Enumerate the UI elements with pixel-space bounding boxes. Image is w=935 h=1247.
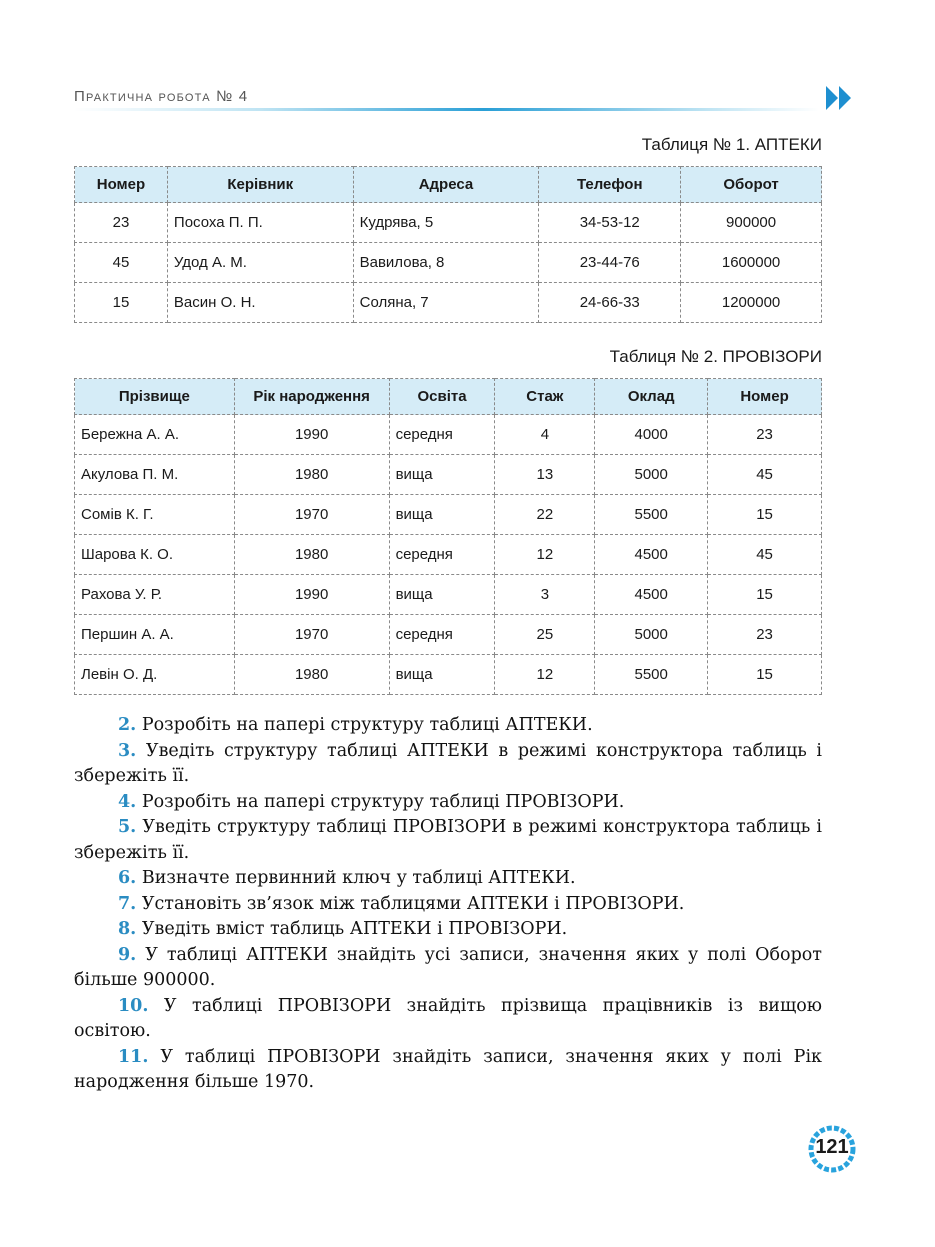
table-cell: вища <box>389 575 495 615</box>
column-header: Прізвище <box>75 379 235 415</box>
table-row <box>75 455 822 495</box>
column-header: Освіта <box>389 379 495 415</box>
task-text: Установіть зв’язок між таблицями АПТЕКИ і ПРОВІЗОРИ. <box>141 893 685 914</box>
table-row <box>75 415 822 455</box>
table-cell: 22 <box>495 495 595 535</box>
column-header: Номер <box>75 167 168 203</box>
task-item <box>74 917 822 943</box>
task-text: Розробіть на папері структуру таблиці ПРОВІЗОРИ. <box>141 791 625 812</box>
table-cell: 1980 <box>234 655 389 695</box>
task-number: 2. <box>118 715 137 735</box>
column-header: Оборот <box>681 167 822 203</box>
table-cell: 23 <box>708 415 822 455</box>
table-cell: 12 <box>495 655 595 695</box>
table2-caption: Таблиця № 2. ПРОВІЗОРИ <box>609 347 822 366</box>
task-item <box>74 713 822 739</box>
table-cell: 5000 <box>595 455 708 495</box>
table-row <box>75 655 822 695</box>
table-cell: 1600000 <box>681 243 822 283</box>
table-cell: 1200000 <box>681 283 822 323</box>
task-item <box>74 994 822 1045</box>
task-item <box>74 892 822 918</box>
column-header: Телефон <box>539 167 681 203</box>
table-cell: середня <box>389 535 495 575</box>
table-row <box>75 575 822 615</box>
table-cell: 1970 <box>234 495 389 535</box>
table-row <box>75 495 822 535</box>
table-cell: Шарова К. О. <box>75 535 235 575</box>
table-cell: вища <box>389 495 495 535</box>
table-cell: 1980 <box>234 455 389 495</box>
table-row <box>75 535 822 575</box>
column-header: Оклад <box>595 379 708 415</box>
table-row <box>75 243 822 283</box>
table-header-row <box>75 167 822 203</box>
table-cell: 12 <box>495 535 595 575</box>
table-cell: середня <box>389 615 495 655</box>
table-cell: вища <box>389 655 495 695</box>
table-cell: 4500 <box>595 535 708 575</box>
column-header: Стаж <box>495 379 595 415</box>
header-title: Практична робота № 4 <box>74 88 249 105</box>
task-text: У таблиці АПТЕКИ знайдіть усі записи, значення яких у полі Оборот більше 900000. <box>74 944 822 990</box>
table-cell: 1990 <box>234 575 389 615</box>
table-row <box>75 283 822 323</box>
table-cell: 1970 <box>234 615 389 655</box>
task-number: 8. <box>118 919 137 939</box>
table-cell: Рахова У. Р. <box>75 575 235 615</box>
task-list <box>74 713 822 1096</box>
table-cell: середня <box>389 415 495 455</box>
task-number: 11. <box>118 1046 149 1067</box>
task-text: Визначте первинний ключ у таблиці АПТЕКИ. <box>141 868 576 888</box>
page-header <box>74 84 854 116</box>
table-cell: 45 <box>708 455 822 495</box>
page-number: 121 <box>815 1136 849 1158</box>
task-item <box>74 739 822 790</box>
table-cell: Бережна А. А. <box>75 415 235 455</box>
task-item <box>74 866 822 892</box>
table-cell: Сомів К. Г. <box>75 495 235 535</box>
table-cell: 900000 <box>681 203 822 243</box>
table-cell: Першин А. А. <box>75 615 235 655</box>
task-number: 5. <box>118 817 137 837</box>
table-row <box>75 203 822 243</box>
table-cell: Соляна, 7 <box>353 283 539 323</box>
table-cell: 15 <box>708 575 822 615</box>
table-cell: вища <box>389 455 495 495</box>
table1-caption: Таблиця № 1. АПТЕКИ <box>641 135 822 154</box>
column-header: Керівник <box>167 167 353 203</box>
task-number: 9. <box>118 944 137 965</box>
table-cell: 15 <box>708 495 822 535</box>
table-cell: 5500 <box>595 655 708 695</box>
table-header-row <box>75 379 822 415</box>
table-cell: Посоха П. П. <box>167 203 353 243</box>
table-cell: 34-53-12 <box>539 203 681 243</box>
task-text: Уведіть структуру таблиці АПТЕКИ в режимі конструктора таблиць і збережіть її. <box>74 740 822 786</box>
table-cell: 23 <box>75 203 168 243</box>
pharmacists-table <box>74 378 822 695</box>
column-header: Адреса <box>353 167 539 203</box>
table-cell: 4000 <box>595 415 708 455</box>
pharmacies-table <box>74 166 822 323</box>
task-number: 10. <box>118 995 149 1016</box>
table-cell: 45 <box>75 243 168 283</box>
table-cell: 45 <box>708 535 822 575</box>
table-cell: 15 <box>75 283 168 323</box>
table-cell: 4500 <box>595 575 708 615</box>
task-item <box>74 790 822 816</box>
table-cell: 1990 <box>234 415 389 455</box>
table-cell: Левін О. Д. <box>75 655 235 695</box>
table-cell: Васин О. Н. <box>167 283 353 323</box>
table-cell: 24-66-33 <box>539 283 681 323</box>
task-number: 6. <box>118 868 137 888</box>
table-cell: 23-44-76 <box>539 243 681 283</box>
table-cell: 13 <box>495 455 595 495</box>
task-text: У таблиці ПРОВІЗОРИ знайдіть прізвища працівників із вищою освітою. <box>74 995 822 1041</box>
task-item <box>74 943 822 994</box>
column-header: Рік народження <box>234 379 389 415</box>
task-text: Уведіть вміст таблиць АПТЕКИ і ПРОВІЗОРИ. <box>141 919 568 939</box>
task-text: У таблиці ПРОВІЗОРИ знайдіть записи, значення яких у полі Рік народження більше 1970. <box>74 1046 822 1092</box>
table-cell: Вавилова, 8 <box>353 243 539 283</box>
column-header: Номер <box>708 379 822 415</box>
task-text: Уведіть структуру таблиці ПРОВІЗОРИ в режимі конструктора таблиць і збережіть її. <box>74 817 822 863</box>
table-cell: 25 <box>495 615 595 655</box>
task-text: Розробіть на папері структуру таблиці АПТЕКИ. <box>141 715 593 735</box>
table-row <box>75 615 822 655</box>
task-number: 7. <box>118 893 137 914</box>
task-number: 3. <box>118 740 137 761</box>
table-cell: 1980 <box>234 535 389 575</box>
table-cell: 5000 <box>595 615 708 655</box>
table-cell: 3 <box>495 575 595 615</box>
header-rule <box>74 108 819 111</box>
page-number-badge <box>806 1123 858 1175</box>
task-item <box>74 815 822 866</box>
table-cell: 23 <box>708 615 822 655</box>
table-cell: 5500 <box>595 495 708 535</box>
task-item <box>74 1045 822 1096</box>
task-number: 4. <box>118 791 137 812</box>
double-chevron-right-icon <box>824 84 856 112</box>
table-cell: Кудрява, 5 <box>353 203 539 243</box>
table-cell: Акулова П. М. <box>75 455 235 495</box>
table-cell: Удод А. М. <box>167 243 353 283</box>
table-cell: 15 <box>708 655 822 695</box>
table-cell: 4 <box>495 415 595 455</box>
